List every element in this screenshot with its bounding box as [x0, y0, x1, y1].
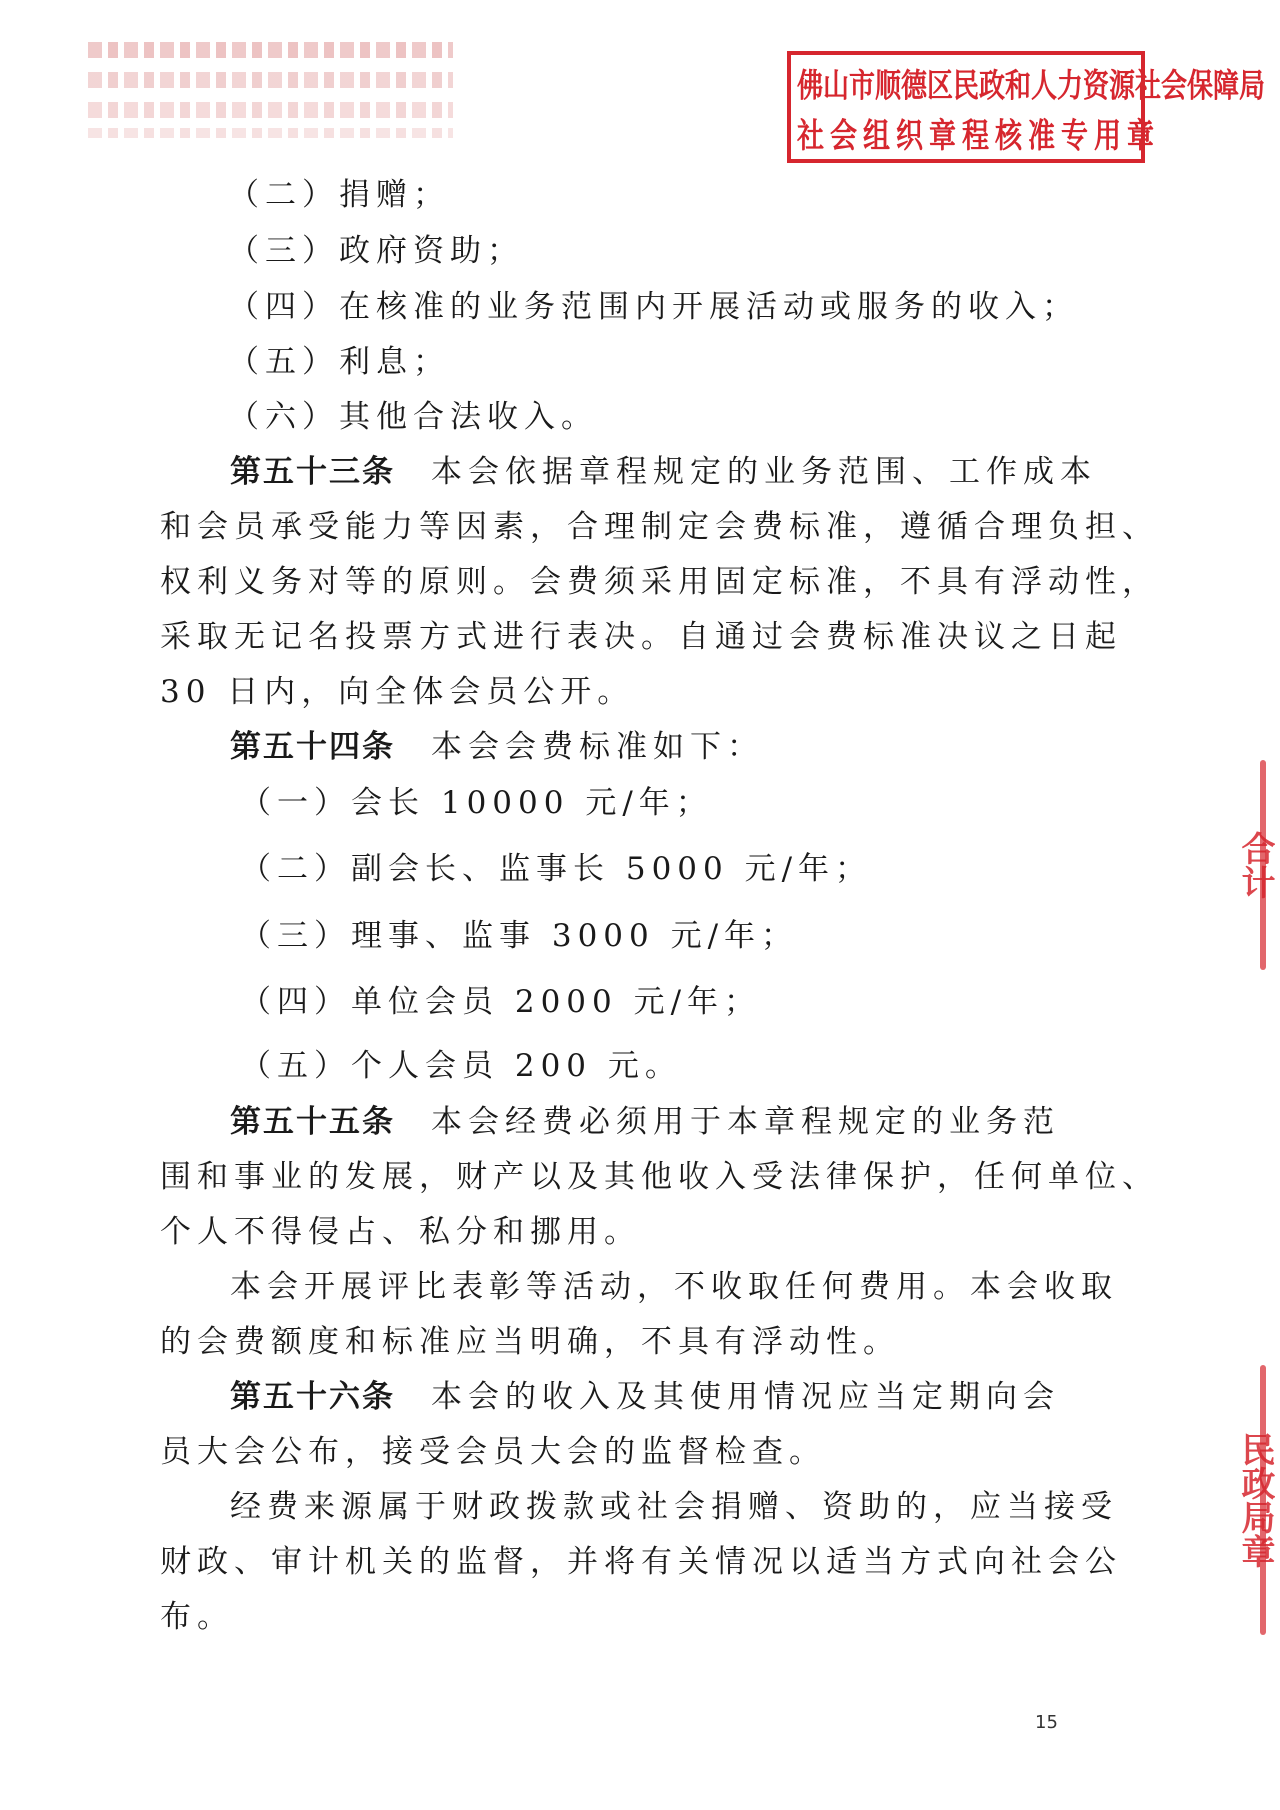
article-56-paragraph: 布。 [160, 1599, 234, 1635]
fee-item: （四）单位会员 2000 元/年； [240, 984, 762, 1020]
article-53-text: 30 日内，向全体会员公开。 [160, 674, 635, 710]
fee-item: （一）会长 10000 元/年； [240, 785, 713, 821]
article-55-paragraph: 本会开展评比表彰等活动，不收取任何费用。本会收取 [230, 1269, 1118, 1305]
article-55-paragraph: 的会费额度和标准应当明确，不具有浮动性。 [160, 1324, 900, 1360]
income-item: （五）利息； [228, 344, 450, 380]
article-55-first-line [230, 1102, 1060, 1142]
article-55-text: 本会经费必须用于本章程规定的业务范 [431, 1104, 1060, 1140]
page-number: 15 [1035, 1712, 1058, 1733]
fee-item: （五）个人会员 200 元。 [240, 1048, 682, 1084]
income-item: （六）其他合法收入。 [228, 399, 598, 435]
article-55-text: 个人不得侵占、私分和挪用。 [160, 1214, 641, 1250]
article-54-heading: 第五十四条 [230, 729, 395, 765]
article-54-first-line [230, 727, 764, 767]
article-53-text: 和会员承受能力等因素，合理制定会费标准，遵循合理负担、 [160, 509, 1159, 545]
article-53-heading: 第五十三条 [230, 454, 395, 490]
article-56-paragraph: 财政、审计机关的监督，并将有关情况以适当方式向社会公 [160, 1544, 1122, 1580]
fee-item: （三）理事、监事 3000 元/年； [240, 918, 799, 954]
approval-seal-line2: 社会组织章程核准专用章 [797, 116, 1160, 156]
income-item: （二）捐赠； [228, 177, 450, 213]
seam-seal-bottom: 民政局章 [1235, 1432, 1275, 1568]
fee-item: （二）副会长、监事长 5000 元/年； [240, 851, 873, 887]
article-56-first-line [230, 1377, 1060, 1417]
seam-seal-top: 合计 [1235, 831, 1275, 899]
article-55-text: 围和事业的发展，财产以及其他收入受法律保护，任何单位、 [160, 1159, 1159, 1195]
article-56-heading: 第五十六条 [230, 1379, 395, 1415]
article-56-text: 本会的收入及其使用情况应当定期向会 [431, 1379, 1060, 1415]
approval-seal-line1: 佛山市顺德区民政和人力资源社会保障局 [797, 67, 1266, 106]
article-53-first-line [230, 452, 1097, 492]
income-item: （三）政府资助； [228, 233, 524, 269]
article-53-text: 权利义务对等的原则。会费须采用固定标准，不具有浮动性， [160, 564, 1159, 600]
article-56-text: 员大会公布，接受会员大会的监督检查。 [160, 1434, 826, 1470]
article-55-heading: 第五十五条 [230, 1104, 395, 1140]
article-53-text: 采取无记名投票方式进行表决。自通过会费标准决议之日起 [160, 619, 1122, 655]
article-54-intro: 本会会费标准如下： [431, 729, 764, 765]
approval-seal-stamp [787, 51, 1266, 163]
faded-seal-stamp [88, 38, 453, 148]
income-item: （四）在核准的业务范围内开展活动或服务的收入； [228, 289, 1079, 325]
article-56-paragraph: 经费来源属于财政拨款或社会捐赠、资助的，应当接受 [230, 1489, 1118, 1525]
article-53-text: 本会依据章程规定的业务范围、工作成本 [431, 454, 1097, 490]
